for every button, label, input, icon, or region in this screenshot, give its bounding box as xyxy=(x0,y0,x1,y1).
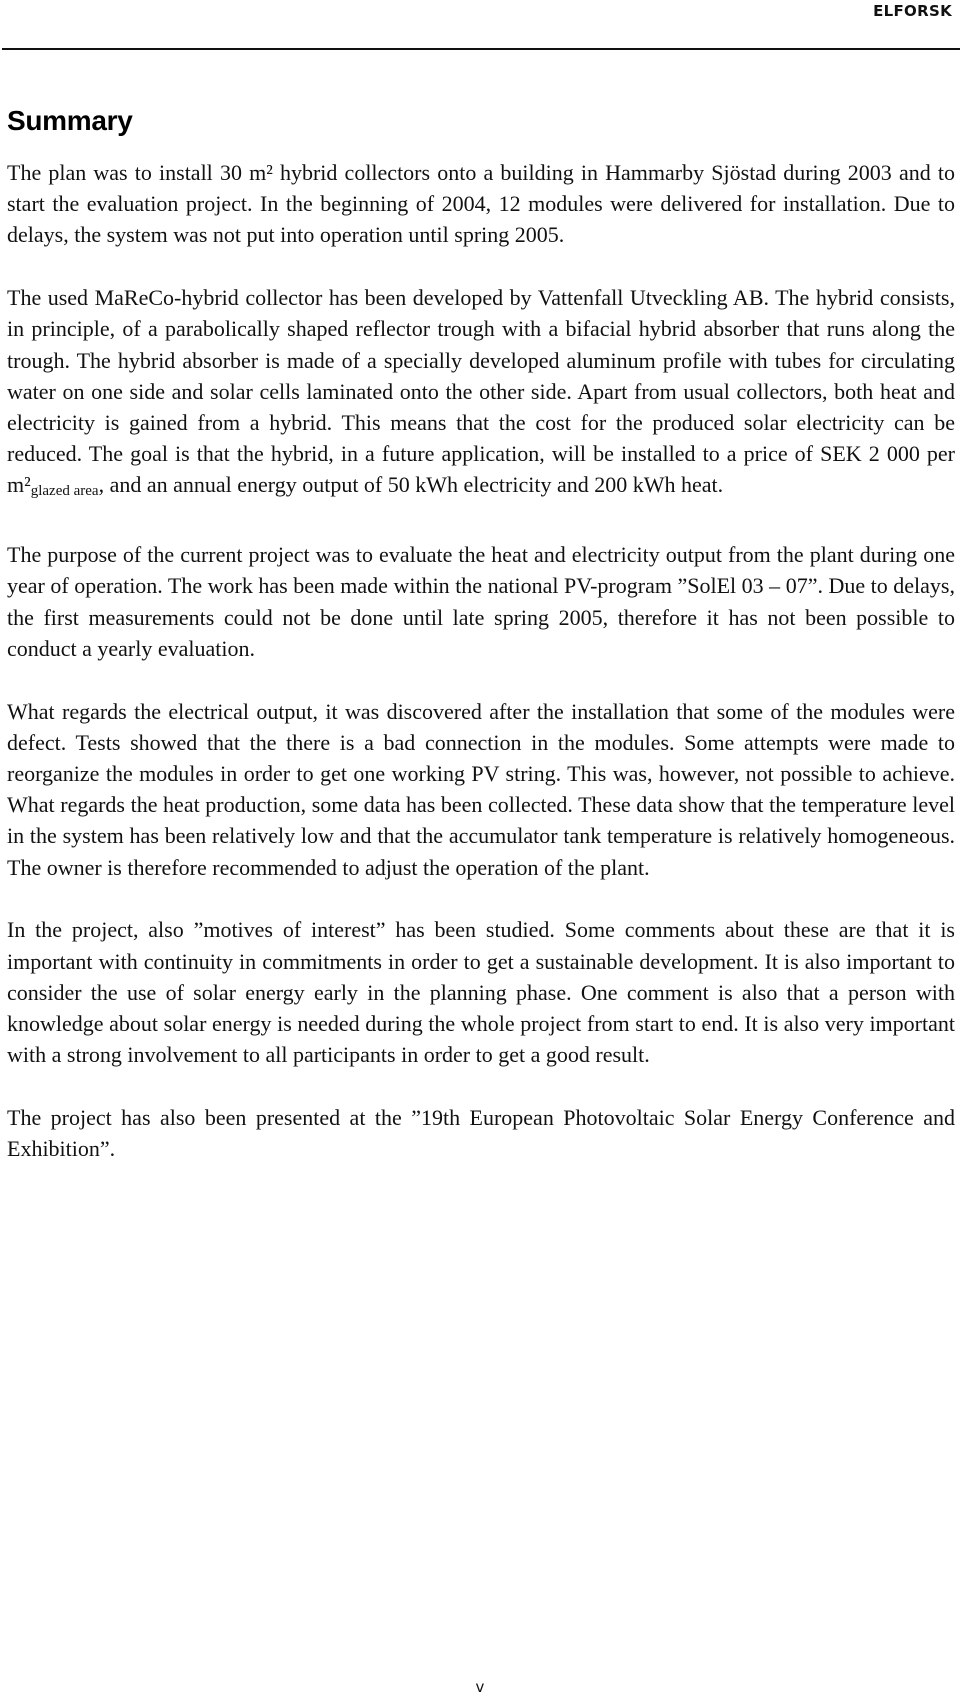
header-brand: ELFORSK xyxy=(873,2,952,20)
paragraph-5: In the project, also ”motives of interest” has been studied. Some comments about these are that it is important with continuity in commitments in order to get a sustainable development. It is also important to consider the use of solar energy early in the planning phase. One comment is also that a person with knowledge about solar energy is needed during the whole project from start to end. It is also very important with a strong involvement to all participants in order to get a good result. xyxy=(7,917,955,1068)
section-title: Summary xyxy=(7,105,133,136)
paragraph-2-subscript: glazed area xyxy=(30,483,99,500)
paragraph-2-tail: , and an annual energy output of 50 kWh electricity and 200 kWh heat. xyxy=(98,472,724,498)
header-rule xyxy=(2,48,960,50)
paragraph-4: What regards the electrical output, it was discovered after the installation that some of the modules were defect. Tests showed that the there is a bad connection in the modules. Some attempts were made to reorganize the modules in order to get one working PV string. This was, however, not possible to achieve. What regards the heat production, some data has been collected. These data show that the temperature level in the system has been relatively low and that the accumulator tank temperature is relatively homogeneous. The owner is therefore recommended to adjust the operation of the plant. xyxy=(7,698,955,880)
paragraph-1: The plan was to install 30 m² hybrid collectors onto a building in Hammarby Sjöstad during 2003 and to start the evaluation project. In the beginning of 2004, 12 modules were delivered for installation. Due to delays, the system was not put into operation until spring 2005. xyxy=(7,160,955,248)
paragraph-2 xyxy=(7,282,955,507)
paragraph-3: The purpose of the current project was to evaluate the heat and electricity output from the plant during one year of operation. The work has been made within the national PV-program ”SolEl 03 – 07”. Due to delays, the first measurements could not be done until late spring 2005, therefore it has not been possible to conduct a yearly evaluation. xyxy=(7,542,955,661)
body-text xyxy=(7,157,955,1196)
paragraph-2-main: The used MaReCo-hybrid collector has been developed by Vattenfall Utveckling AB. The hybrid consists, in principle, of a parabolically shaped reflector trough with a bifacial hybrid absorber that runs along the trough. The hybrid absorber is made of a specially developed aluminum profile with tubes for circulating water on one side and solar cells laminated onto the other side. Apart from usual collectors, both heat and electricity is gained from a hybrid. This means that the cost for the produced solar electricity can be reduced. The goal is that the hybrid, in a future application, will be installed to a price of SEK 2 000 per m² xyxy=(7,285,955,498)
paragraph-6: The project has also been presented at the ”19th European Photovoltaic Solar Energy Conference and Exhibition”. xyxy=(7,1105,955,1162)
page-number: v xyxy=(475,1678,485,1696)
